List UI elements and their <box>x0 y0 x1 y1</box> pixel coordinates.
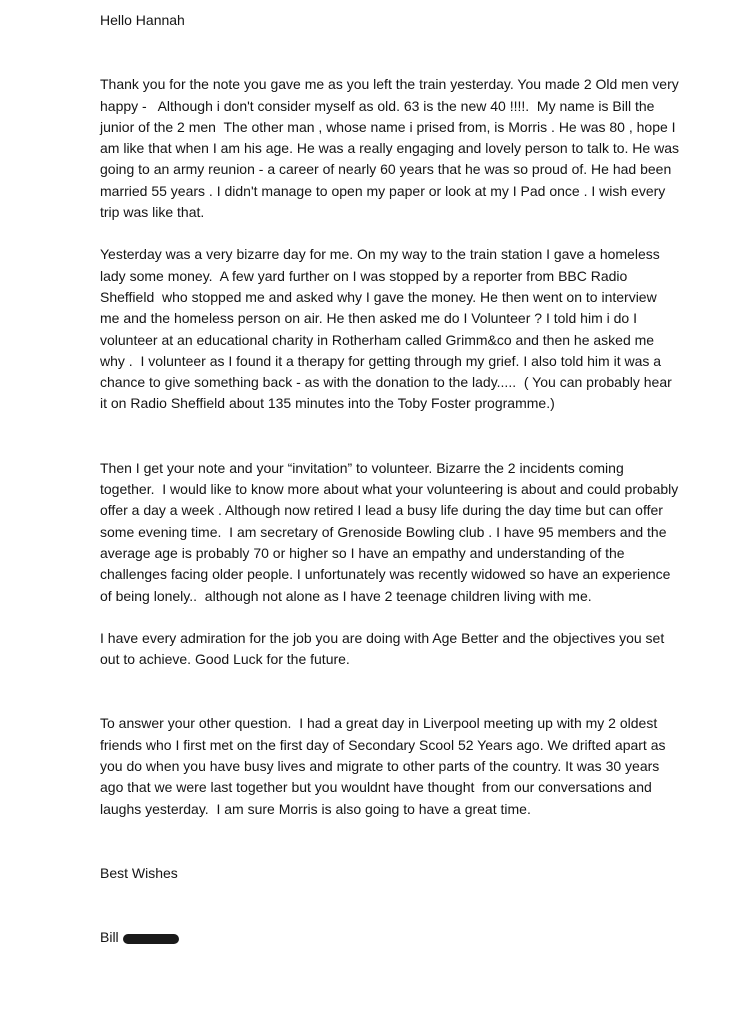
letter <box>100 10 683 949</box>
signature-name: Bill <box>100 929 119 946</box>
redaction-mark <box>123 934 179 944</box>
paragraph-liverpool: To answer your other question. I had a great day in Liverpool meeting up with my 2 oldest friends who I first met on the first day of Secondary Scool 52 Years ago. We drifted apart as you do when you have busy lives and migrate to other parts of the country. It was 30 years ago that we were last together but you wouldnt have thought from our conversations and laughs yesterday. I am sure Morris is also going to have a great time. <box>100 715 670 817</box>
paragraph-admiration: I have every admiration for the job you are doing with Age Better and the objectives you set out to achieve. Good Luck for the future. <box>100 629 669 668</box>
signoff: Best Wishes <box>100 864 178 881</box>
signature <box>100 927 680 948</box>
paragraph-invitation: Then I get your note and your “invitation” to volunteer. Bizarre the 2 incidents coming together. I would like to know more about what your volunteering is about and could probably offer a day a week . Although now retired I lead a busy life during the day time but can offer some evening time. I am secretary of Grenoside Bowling club . I have 95 members and the average age is probably 70 or higher so I have an empathy and understanding of the challenges facing older people. I unfortunately was recently widowed so have an experience of being lonely.. although not alone as I have 2 teenage children living with me. <box>100 459 683 604</box>
greeting: Hello Hannah <box>100 12 185 28</box>
paragraph-train-note: Thank you for the note you gave me as you left the train yesterday. You made 2 Old men very happy - Although i don't consider myself as old. 63 is the new 40 !!!!. My name is Bill the junior of the 2 men The other man , whose name i prised from, is Morris . He was 80 , hope I am like that when I am his age. He was a really engaging and lovely person to talk to. He was going to an army reunion - a career of nearly 60 years that he was so proud of. He had been married 55 years . I didn't manage to open my paper or look at my I Pad once . I wish every trip was like that. <box>100 76 683 221</box>
paragraph-bizarre-day: Yesterday was a very bizarre day for me. On my way to the train station I gave a homeless lady some money. A few yard further on I was stopped by a reporter from BBC Radio Sheffield who stopped me and asked why I gave the money. He then went on to interview me and the homeless person on air. He then asked me do I Volunteer ? I told him i do I volunteer at an educational charity in Rotherham called Grimm&co and then he asked me why . I volunteer as I found it a therapy for getting through my grief. I also told him it was a chance to give something back - as with the donation to the lady..... ( You can probably hear it on Radio Sheffield about 135 minutes into the Toby Foster programme.) <box>100 246 676 412</box>
